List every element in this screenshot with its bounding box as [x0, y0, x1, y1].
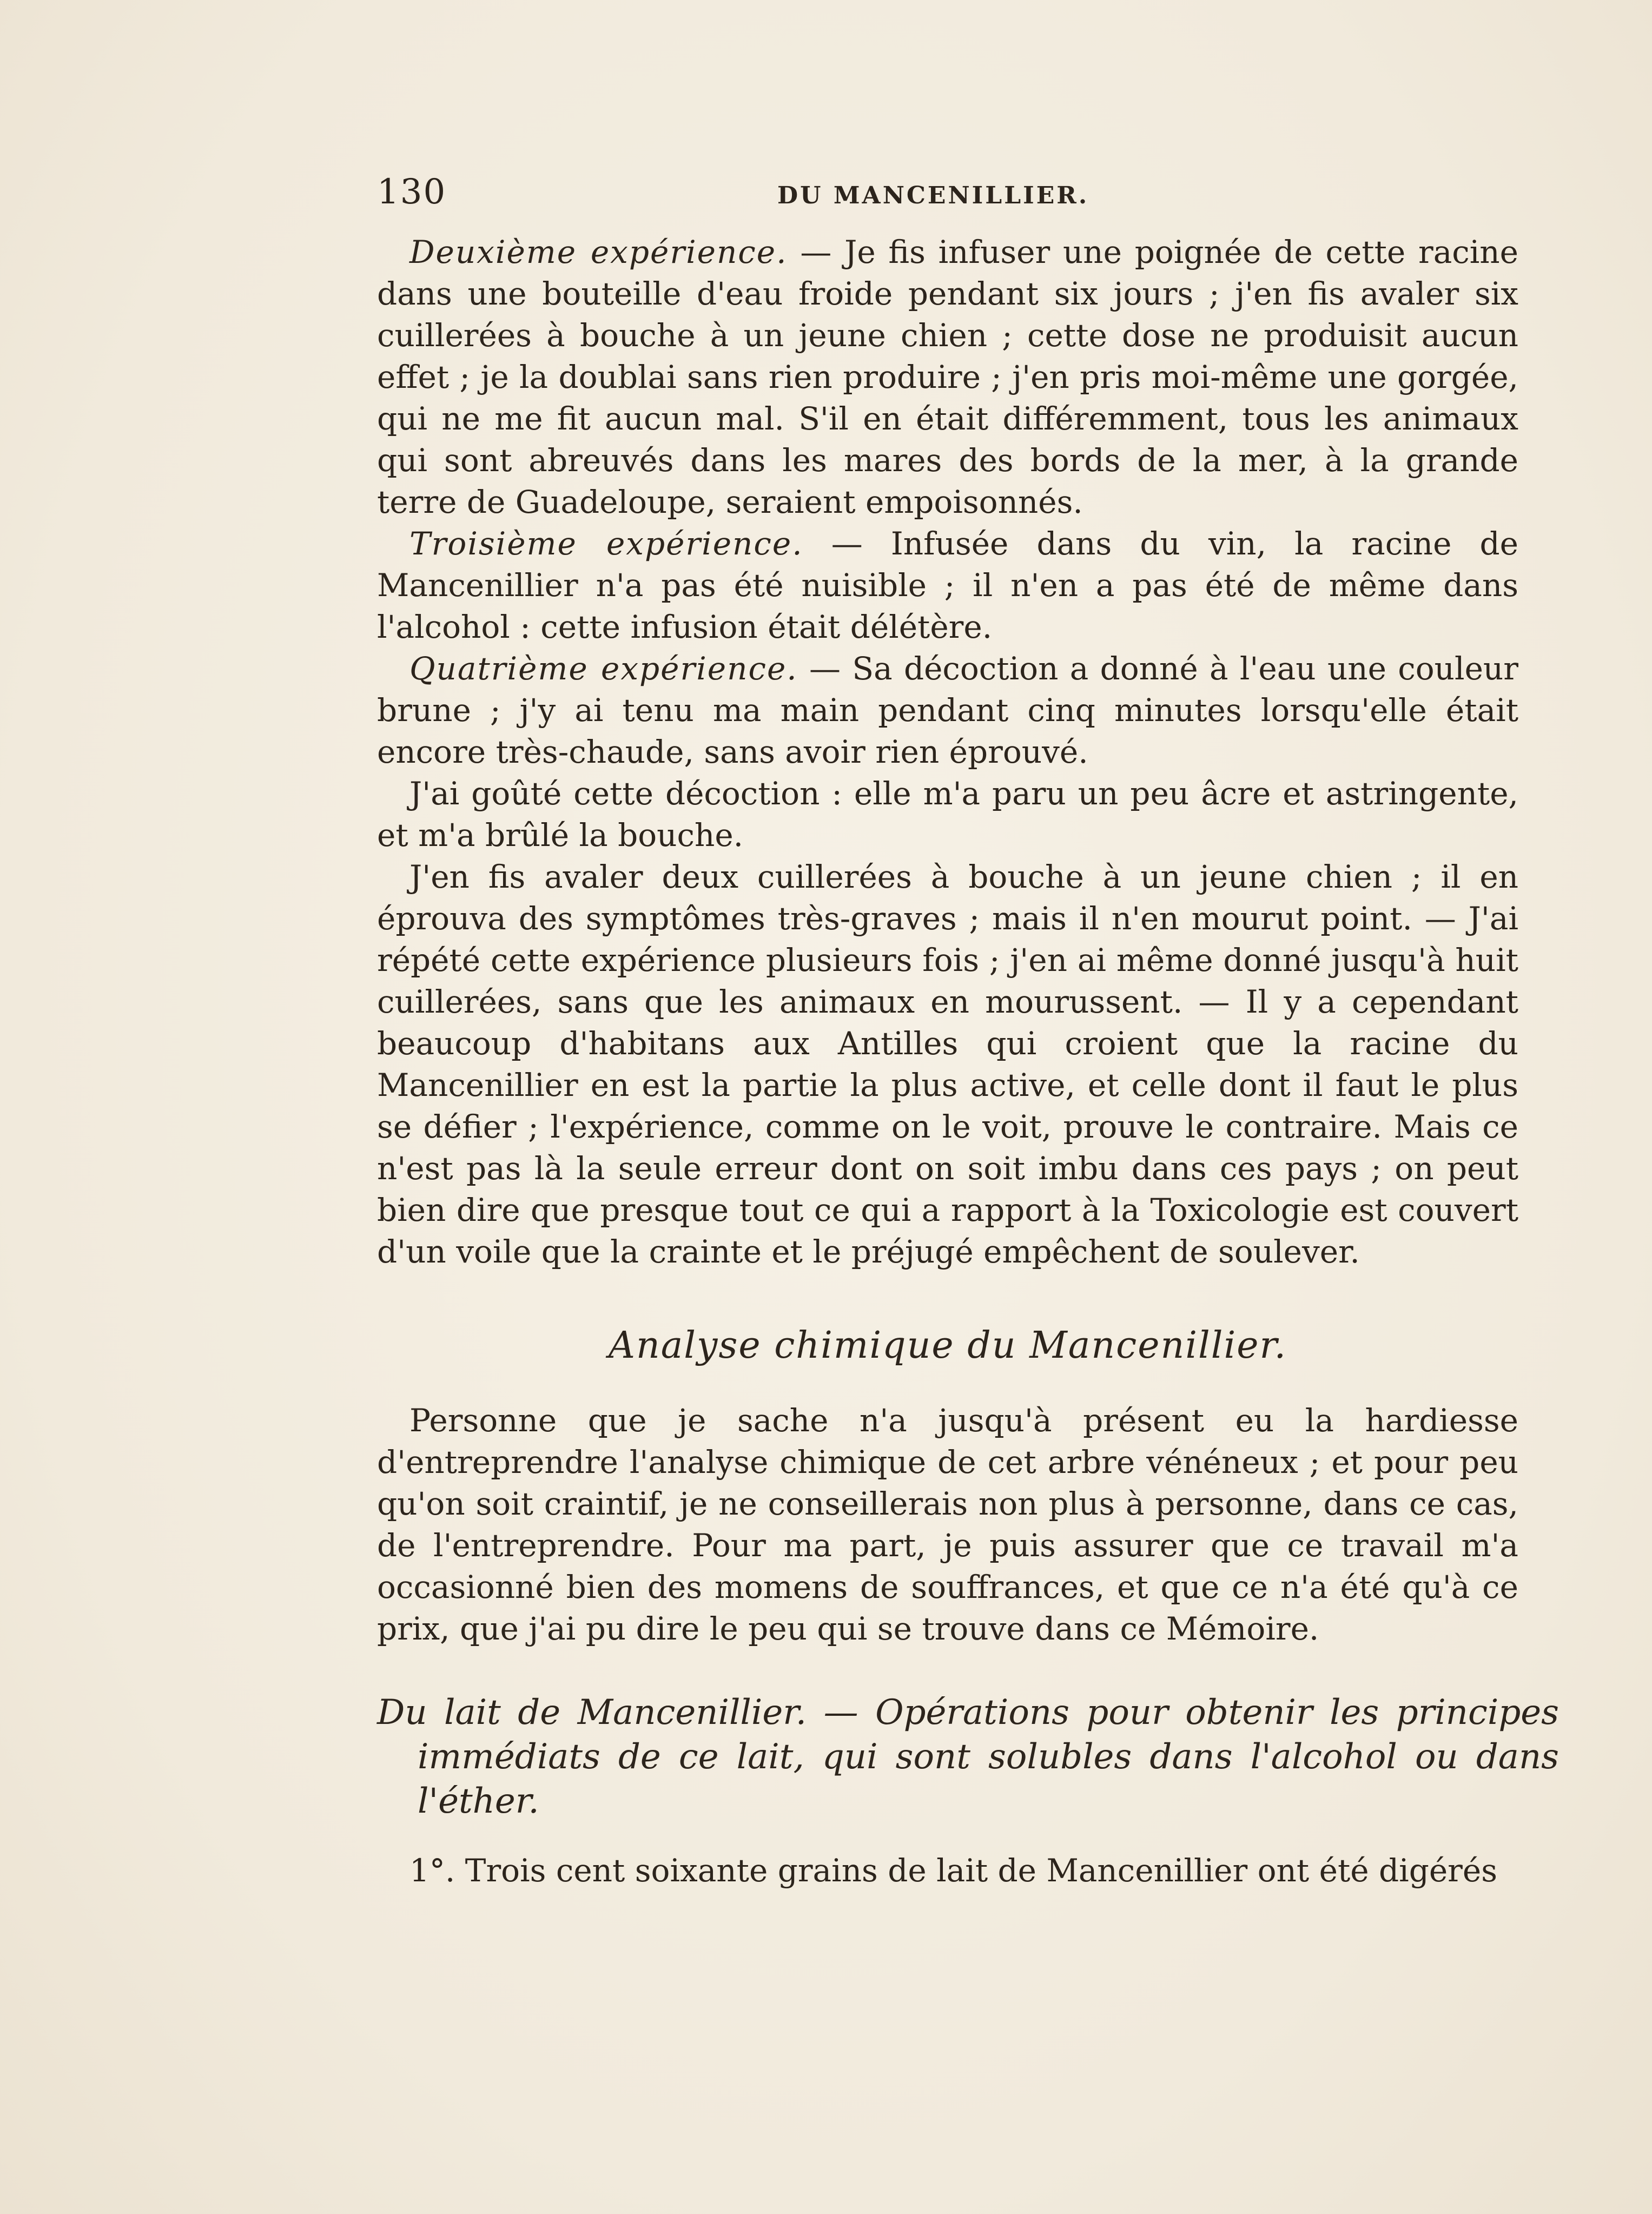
running-title: DU MANCENILLIER. — [777, 182, 1089, 209]
page-header — [377, 172, 1535, 232]
experiment-2-lead: Deuxième expérience. — [409, 234, 788, 270]
experiment-4-lead: Quatrième expérience. — [409, 650, 798, 687]
subsection-heading: Du lait de Mancenillier. — Opérations pour obtenir les principes immédiats de ce lait, qui sont solubles dans l'alcohol ou dans l'éther. — [377, 1693, 1559, 1821]
section-title: Analyse chimique du Mancenillier. — [608, 1324, 1287, 1367]
experiment-3-text: — Infusée dans du vin, la racine de Mancenillier n'a pas été nuisible ; il n'en a pas été de même dans l'alcohol : cette infusion était délétère. — [377, 525, 1518, 645]
experiment-4-paragraph — [377, 648, 1518, 773]
operation-item-1: 1°. Trois cent soixante grains de lait de Mancenillier ont été digérés — [409, 1852, 1497, 1889]
experiment-2-paragraph — [377, 232, 1518, 523]
dog-experiment-paragraph: J'en fis avaler deux cuillerées à bouche à un jeune chien ; il en éprouva des symptômes très-graves ; mais il n'en mourut point. — J'ai répété cette expérience plusieurs fois ; j'en ai même donné jusqu'à huit cuillerées, sans que les animaux en mourussent. — Il y a cependant beaucoup d'habitans aux Antilles qui croient que la racine du Mancenillier en est la partie la plus active, et celle dont il faut le plus se défier ; l'expérience, comme on le voit, prouve le contraire. Mais ce n'est pas là la seule erreur dont on soit imbu dans ces pays ; on peut bien dire que presque tout ce qui a rapport à la Toxicologie est couvert d'un voile que la crainte et le préjugé empêchent de soulever. — [377, 858, 1518, 1270]
analysis-block — [377, 1400, 1518, 1650]
tasting-paragraph: J'ai goûté cette décoction : elle m'a paru un peu âcre et astringente, et m'a brûlé la bouche. — [377, 775, 1518, 854]
experiment-3-paragraph — [377, 523, 1518, 648]
page-number: 130 — [377, 172, 447, 212]
experiment-3-lead: Troisième expérience. — [409, 525, 803, 562]
experiment-4-text: — Sa décoction a donné à l'eau une couleur brune ; j'y ai tenu ma main pendant cinq minutes lorsqu'elle était encore très-chaude, sans avoir rien éprouvé. — [377, 650, 1518, 770]
experiments-block — [377, 232, 1518, 1273]
operations-block — [377, 1850, 1518, 1892]
experiment-2-text: — Je fis infuser une poignée de cette racine dans une bouteille d'eau froide pendant six jours ; j'en fis avaler six cuillerées à bouche à un jeune chien ; cette dose ne produisit aucun effet ; je la doublai sans rien produire ; j'en pris moi-même une gorgée, qui ne me fit aucun mal. S'il en était différemment, tous les animaux qui sont abreuvés dans les mares des bords de la mer, à la grande terre de Guadeloupe, seraient empoisonnés. — [377, 234, 1518, 520]
analysis-paragraph: Personne que je sache n'a jusqu'à présent eu la hardiesse d'entreprendre l'analyse chimique de cet arbre vénéneux ; et pour peu qu'on soit craintif, je ne conseillerais non plus à personne, dans ce cas, de l'entreprendre. Pour ma part, je puis assurer que ce travail m'a occasionné bien des momens de souffrances, et que ce n'a été qu'à ce prix, que j'ai pu dire le peu qui se trouve dans ce Mémoire. — [377, 1402, 1518, 1647]
